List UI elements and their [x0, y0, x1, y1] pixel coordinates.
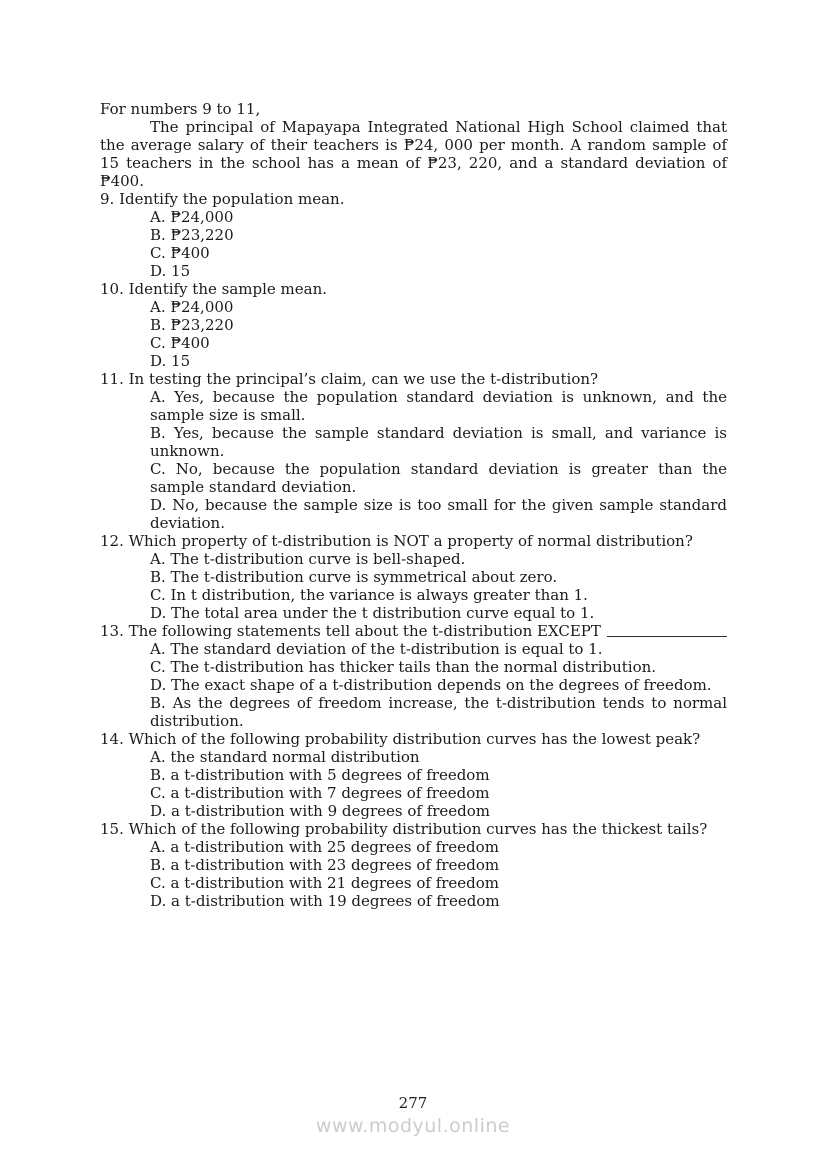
option-10-D: D. 15 — [150, 352, 191, 370]
option-13-D: D. The exact shape of a t-distribution depends on the degrees of freedom. — [150, 676, 712, 694]
option-10-B: B. ₱23,220 — [150, 316, 234, 334]
option-14-B: B. a t-distribution with 5 degrees of freedom — [150, 766, 490, 784]
question-10 — [100, 280, 727, 370]
option-9-D: D. 15 — [150, 262, 191, 280]
question-11 — [100, 370, 727, 532]
page-content — [100, 100, 727, 910]
question-text-12 — [100, 532, 727, 550]
option-14-D: D. a t-distribution with 9 degrees of freedom — [150, 802, 491, 820]
option-9-A: A. ₱24,000 — [150, 208, 234, 226]
page-number: 277 — [398, 1094, 428, 1112]
option-15-D: D. a t-distribution with 19 degrees of freedom — [150, 892, 500, 910]
question-text-13 — [100, 622, 727, 640]
question-label: 10. Identify the sample mean. — [100, 280, 328, 298]
question-text-14 — [100, 730, 727, 748]
option-12-A: A. The t-distribution curve is bell-shaped. — [150, 550, 466, 568]
question-12 — [100, 532, 727, 622]
option-14-A: A. the standard normal distribution — [150, 748, 420, 766]
question-text-10 — [100, 280, 727, 298]
question-label: 13. The following statements tell about the t-distribution EXCEPT — [100, 622, 601, 640]
answer-blank-line — [607, 636, 727, 637]
option-9-C: C. ₱400 — [150, 244, 210, 262]
intro-heading: For numbers 9 to 11, — [100, 100, 261, 118]
question-14 — [100, 730, 727, 820]
option-10-C: C. ₱400 — [150, 334, 210, 352]
question-text-15 — [100, 820, 727, 838]
question-text-9 — [100, 190, 727, 208]
option-15-B: B. a t-distribution with 23 degrees of freedom — [150, 856, 500, 874]
option-14-C: C. a t-distribution with 7 degrees of freedom — [150, 784, 490, 802]
option-11-C: C. No, because the population standard deviation is greater than the sample standard deviation. — [150, 460, 727, 496]
option-12-C: C. In t distribution, the variance is always greater than 1. — [150, 586, 588, 604]
option-13-B: B. As the degrees of freedom increase, the t-distribution tends to normal distribution. — [150, 694, 727, 730]
option-15-A: A. a t-distribution with 25 degrees of freedom — [150, 838, 499, 856]
option-11-A: A. Yes, because the population standard deviation is unknown, and the sample size is small. — [150, 388, 727, 424]
intro-paragraph: The principal of Mapayapa Integrated National High School claimed that the average salary of their teachers is ₱24, 000 per month. A random sample of 15 teachers in the school has a mean of ₱23, 220, and a standard deviation of ₱400. — [100, 118, 727, 190]
question-label: 14. Which of the following probability distribution curves has the lowest peak? — [100, 730, 701, 748]
question-label: 9. Identify the population mean. — [100, 190, 345, 208]
option-15-C: C. a t-distribution with 21 degrees of freedom — [150, 874, 500, 892]
option-13-A: A. The standard deviation of the t-distribution is equal to 1. — [150, 640, 603, 658]
question-13 — [100, 622, 727, 730]
question-15 — [100, 820, 727, 910]
watermark: www.modyul.online — [315, 1115, 511, 1137]
option-11-B: B. Yes, because the sample standard deviation is small, and variance is unknown. — [150, 424, 727, 460]
question-label: 11. In testing the principal’s claim, can we use the t-distribution? — [100, 370, 599, 388]
question-label: 15. Which of the following probability distribution curves has the thickest tails? — [100, 820, 708, 838]
question-text-11 — [100, 370, 727, 388]
question-label: 12. Which property of t-distribution is NOT a property of normal distribution? — [100, 532, 693, 550]
question-9 — [100, 190, 727, 280]
option-12-B: B. The t-distribution curve is symmetrical about zero. — [150, 568, 558, 586]
option-12-D: D. The total area under the t distribution curve equal to 1. — [150, 604, 595, 622]
option-9-B: B. ₱23,220 — [150, 226, 234, 244]
questions-list — [100, 190, 727, 910]
option-10-A: A. ₱24,000 — [150, 298, 234, 316]
option-13-C: C. The t-distribution has thicker tails than the normal distribution. — [150, 658, 657, 676]
option-11-D: D. No, because the sample size is too small for the given sample standard deviation. — [150, 496, 727, 532]
